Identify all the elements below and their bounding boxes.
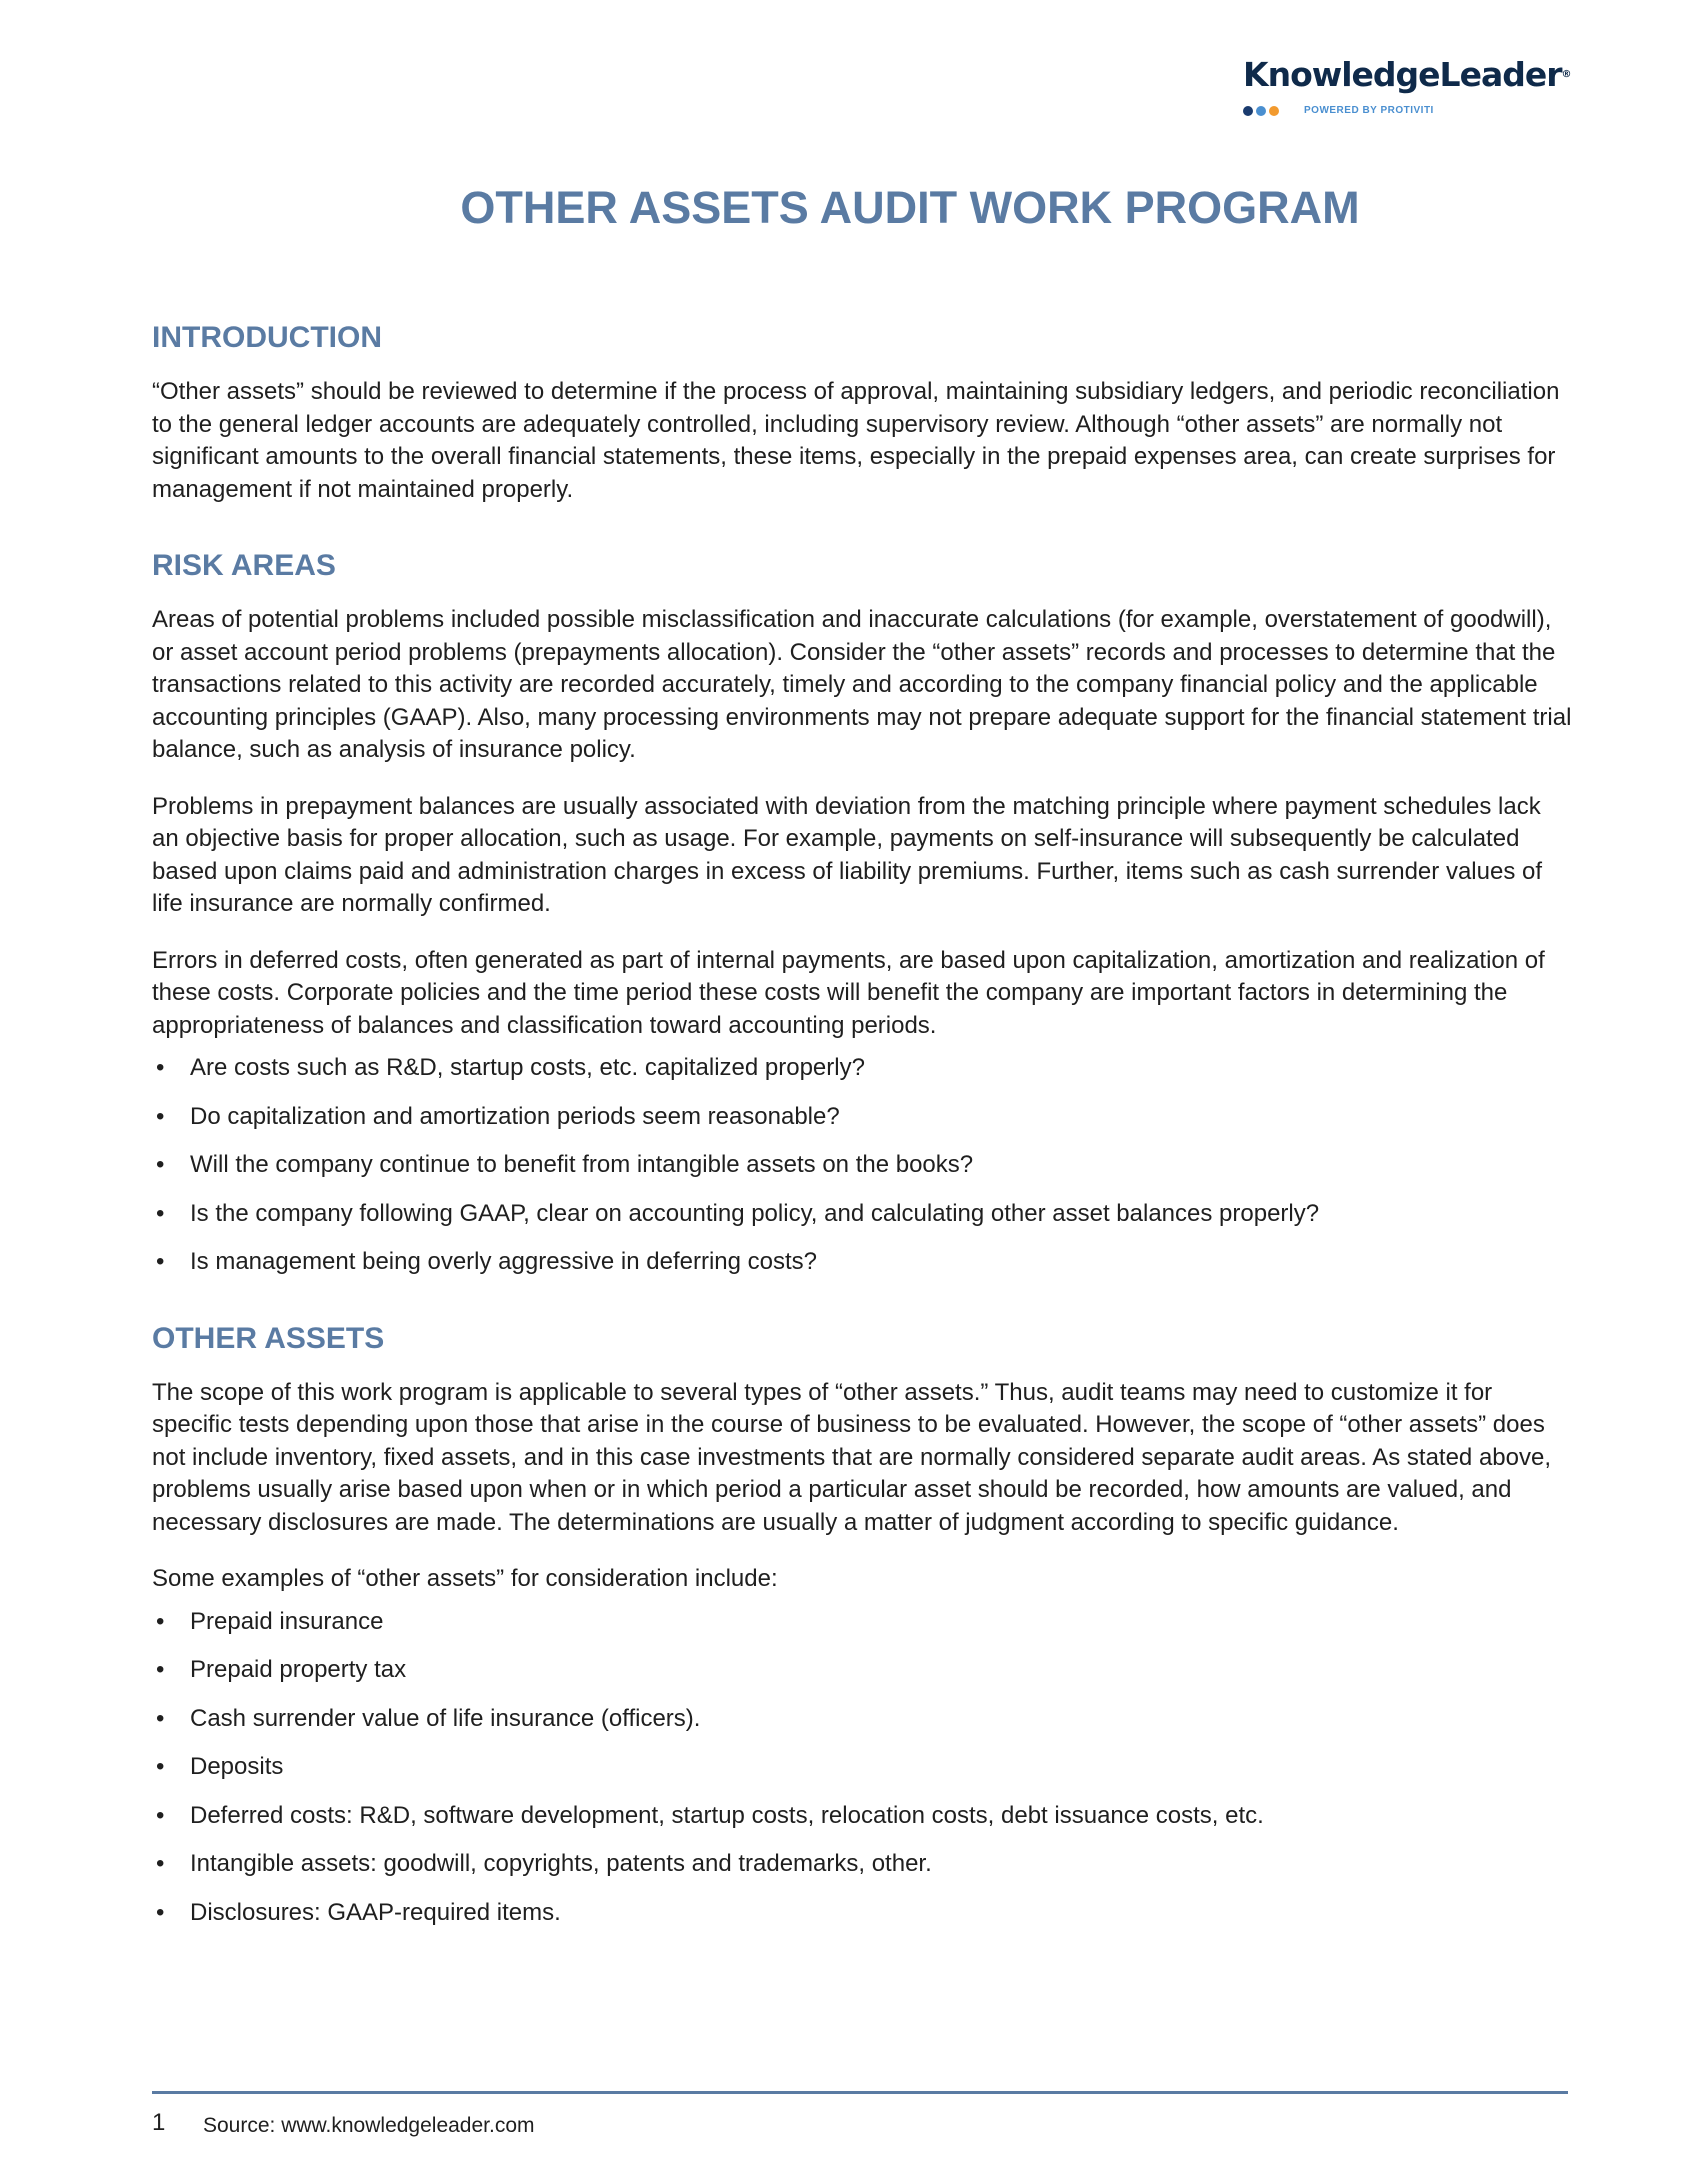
other-assets-examples-list	[152, 1606, 1572, 1930]
list-item: • Is the company following GAAP, clear on accounting policy, and calculating other asset balances properly?	[152, 1198, 1572, 1231]
logo-dot-icon	[1256, 106, 1266, 116]
list-item: • Are costs such as R&D, startup costs, etc. capitalized properly?	[152, 1052, 1572, 1085]
list-item: • Prepaid insurance	[152, 1606, 1572, 1639]
logo-powered-by: POWERED BY PROTIVITI	[1304, 105, 1434, 116]
logo-dot-icon	[1243, 106, 1253, 116]
list-item: • Disclosures: GAAP-required items.	[152, 1897, 1572, 1930]
list-item: • Prepaid property tax	[152, 1654, 1572, 1687]
section-risk-areas	[152, 546, 1572, 1279]
document-body	[152, 318, 1572, 1929]
paragraph: Problems in prepayment balances are usually associated with deviation from the matching principle where payment schedules lack an objective basis for proper allocation, such as usage. For example, payments on self-insurance will subsequently be calculated based upon claims paid and administration charges in excess of liability premiums. Further, items such as cash surrender values of life insurance are normally confirmed.	[152, 792, 1542, 917]
paragraph: Some examples of “other assets” for consideration include:	[152, 1565, 778, 1592]
logo-dot-icon	[1269, 106, 1279, 116]
paragraph: “Other assets” should be reviewed to determine if the process of approval, maintaining subsidiary ledgers, and periodic reconciliation to the general ledger accounts are adequately controlled, including supervisory review. Although “other assets” are normally not significant amounts to the overall financial statements, these items, especially in the prepaid expenses area, can create surprises for management if not maintained properly.	[152, 378, 1560, 503]
list-item: • Deferred costs: R&D, software development, startup costs, relocation costs, debt issuance costs, etc.	[152, 1800, 1572, 1833]
list-item: • Will the company continue to benefit from intangible assets on the books?	[152, 1149, 1572, 1182]
knowledgeleader-logo	[1243, 55, 1572, 125]
paragraph: Errors in deferred costs, often generated as part of internal payments, are based upon capitalization, amortization and realization of these costs. Corporate policies and the time period these costs will benefit the company are important factors in determining the appropriateness of balances and classification toward accounting periods.	[152, 946, 1545, 1039]
list-item: • Do capitalization and amortization periods seem reasonable?	[152, 1101, 1572, 1134]
logo-registered-mark: ®	[1561, 69, 1572, 80]
list-item: • Is management being overly aggressive in deferring costs?	[152, 1246, 1572, 1279]
logo-wordmark: KnowledgeLeader	[1243, 55, 1562, 94]
risk-questions-list	[152, 1052, 1572, 1279]
section-heading: INTRODUCTION	[152, 321, 382, 354]
section-heading: OTHER ASSETS	[152, 1321, 385, 1355]
list-item: • Intangible assets: goodwill, copyrights, patents and trademarks, other.	[152, 1848, 1572, 1881]
list-item: • Deposits	[152, 1751, 1572, 1784]
section-heading: RISK AREAS	[152, 549, 336, 582]
list-item: • Cash surrender value of life insurance (officers).	[152, 1703, 1572, 1736]
section-other-assets	[152, 1319, 1572, 1930]
document-title: OTHER ASSETS AUDIT WORK PROGRAM	[460, 182, 1360, 233]
paragraph: The scope of this work program is applicable to several types of “other assets.” Thus, audit teams may need to customize it for specific tests depending upon those that arise in the course of business to be evaluated. However, the scope of “other assets” does not include inventory, fixed assets, and in this case investments that are normally considered separate audit areas. As stated above, problems usually arise based upon when or in which period a particular asset should be recorded, how amounts are valued, and necessary disclosures are made. The determinations are usually a matter of judgment according to specific guidance.	[152, 1378, 1552, 1536]
section-introduction	[152, 318, 1572, 506]
paragraph: Areas of potential problems included possible misclassification and inaccurate calculations (for example, overstatement of goodwill), or asset account period problems (prepayments allocation). Consider the “other assets” records and processes to determine that the transactions related to this activity are recorded accurately, timely and according to the company financial policy and the applicable accounting principles (GAAP). Also, many processing environments may not prepare adequate support for the financial statement trial balance, such as analysis of insurance policy.	[152, 606, 1572, 763]
footer-source: Source: www.knowledgeleader.com	[203, 2114, 535, 2137]
page-number: 1	[152, 2109, 166, 2136]
footer-divider	[152, 2091, 1568, 2094]
